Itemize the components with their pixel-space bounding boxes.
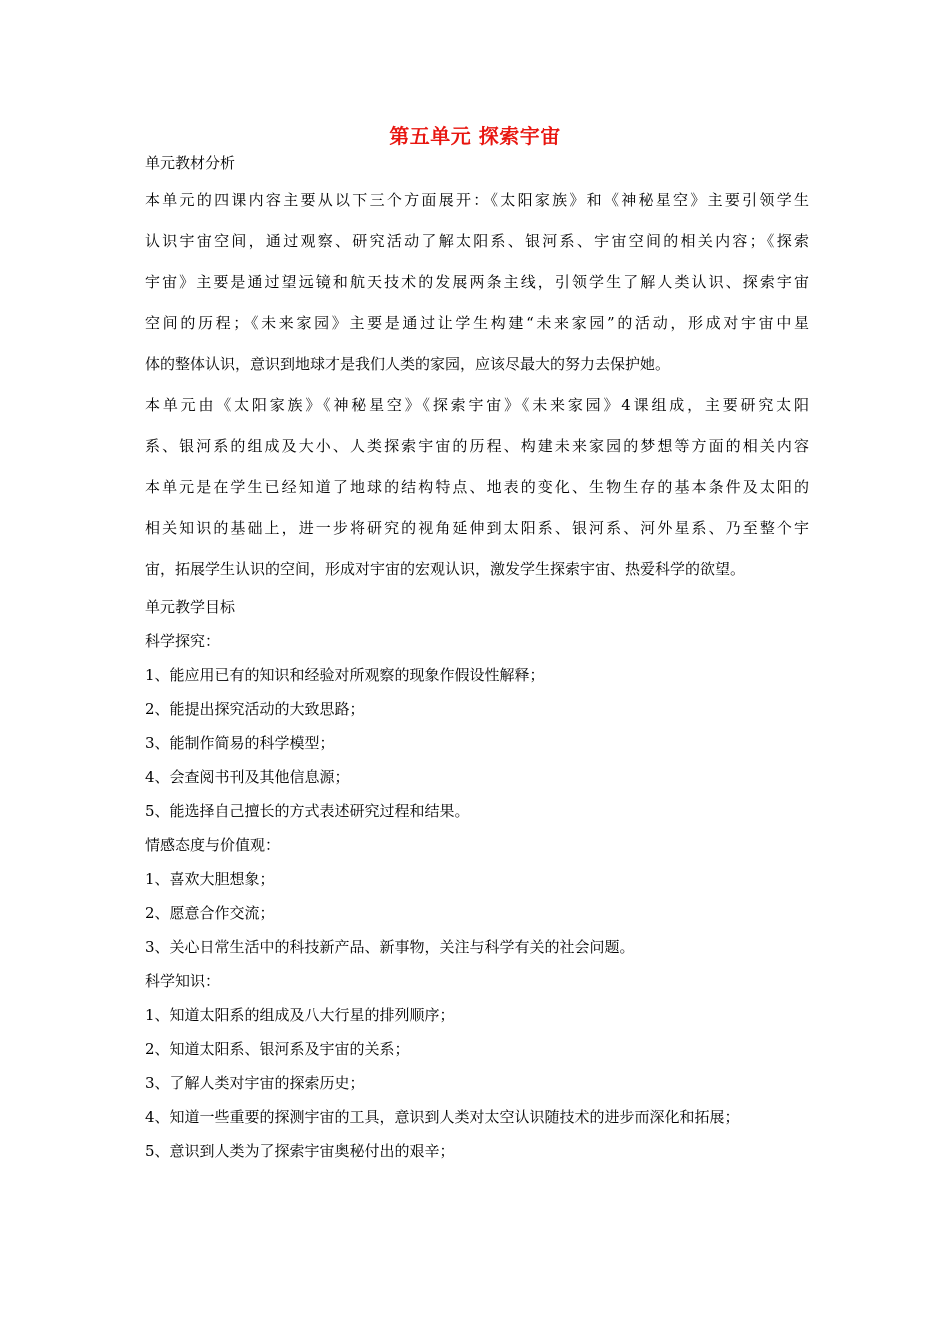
paragraph-line: 认识宇宙空间，通过观察、研究活动了解太阳系、银河系、宇宙空间的相关内容；《探索 [145, 232, 809, 250]
paragraph-line: 本单元的四课内容主要从以下三个方面展开：《太阳家族》和《神秘星空》主要引领学生 [145, 191, 809, 209]
section-heading-goals: 单元教学目标 [145, 598, 236, 616]
paragraph-unit-overview [145, 180, 809, 385]
goals-inquiry [145, 624, 809, 828]
paragraph-line: 系、银河系的组成及大小、人类探索宇宙的历程、构建未来家园的梦想等方面的相关内容 [145, 437, 809, 455]
paragraph-line: 空间的历程；《未来家园》主要是通过让学生构建“未来家园”的活动，形成对宇宙中星 [145, 314, 809, 332]
paragraph-line: 相关知识的基础上，进一步将研究的视角延伸到太阳系、银河系、河外星系、乃至整个宇 [145, 519, 809, 537]
subsection-heading-inquiry: 科学探究： [145, 632, 221, 650]
paragraph-line: 本单元是在学生已经知道了地球的结构特点、地表的变化、生物生存的基本条件及太阳的 [145, 478, 809, 496]
paragraph-unit-composition [145, 385, 809, 590]
list-item: 1、能应用已有的知识和经验对所观察的现象作假设性解释； [145, 666, 545, 684]
list-item: 2、愿意合作交流； [145, 904, 275, 922]
goals-knowledge [145, 964, 809, 1168]
document-body [145, 146, 809, 1168]
subsection-heading-attitude: 情感态度与价值观： [145, 836, 281, 854]
list-item: 1、知道太阳系的组成及八大行星的排列顺序； [145, 1006, 455, 1024]
list-item: 4、知道一些重要的探测宇宙的工具，意识到人类对太空认识随技术的进步而深化和拓展； [145, 1108, 740, 1126]
document-title: 第五单元 探索宇宙 [389, 124, 561, 148]
subsection-heading-knowledge: 科学知识： [145, 972, 221, 990]
list-item: 3、了解人类对宇宙的探索历史； [145, 1074, 365, 1092]
goals-attitude [145, 828, 809, 964]
list-item: 3、关心日常生活中的科技新产品、新事物，关注与科学有关的社会问题。 [145, 938, 635, 956]
list-item: 5、意识到人类为了探索宇宙奥秘付出的艰辛； [145, 1142, 455, 1160]
paragraph-line: 宙，拓展学生认识的空间，形成对宇宙的宏观认识，激发学生探索宇宙、热爱科学的欲望。 [145, 560, 746, 578]
list-item: 4、会查阅书刊及其他信息源； [145, 768, 350, 786]
paragraph-line: 本单元由《太阳家族》《神秘星空》《探索宇宙》《未来家园》4课组成，主要研究太阳 [145, 396, 809, 414]
paragraph-line: 体的整体认识，意识到地球才是我们人类的家园，应该尽最大的努力去保护她。 [145, 355, 671, 373]
list-item: 2、能提出探究活动的大致思路； [145, 700, 365, 718]
list-item: 3、能制作简易的科学模型； [145, 734, 335, 752]
list-item: 5、能选择自己擅长的方式表述研究过程和结果。 [145, 802, 470, 820]
section-heading-analysis: 单元教材分析 [145, 154, 236, 172]
list-item: 2、知道太阳系、银河系及宇宙的关系； [145, 1040, 410, 1058]
list-item: 1、喜欢大胆想象； [145, 870, 275, 888]
paragraph-line: 宇宙》主要是通过望远镜和航天技术的发展两条主线，引领学生了解人类认识、探索宇宙 [145, 273, 809, 291]
